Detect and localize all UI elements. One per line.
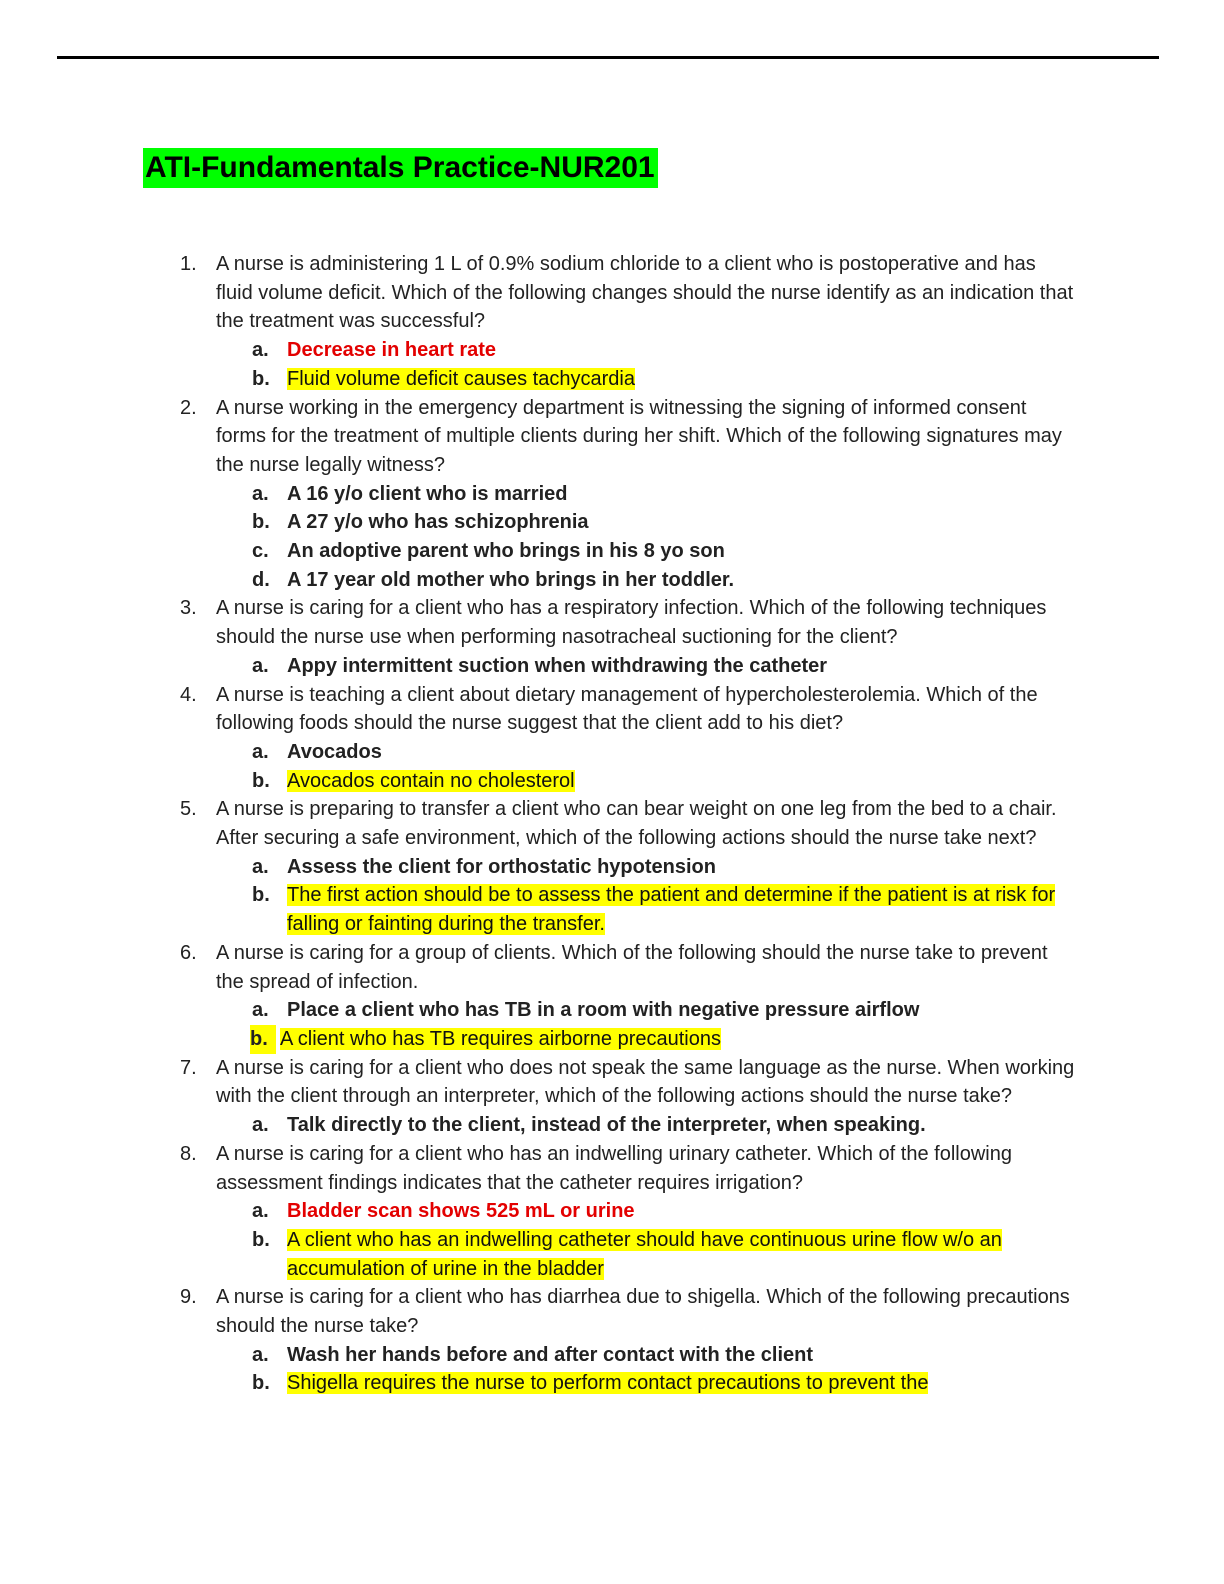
answer-option — [216, 767, 1076, 796]
question-number: 8. — [180, 1142, 197, 1165]
option-letter: b. — [252, 367, 270, 390]
option-letter: a. — [252, 1200, 269, 1223]
answer-option — [216, 537, 1076, 566]
question-number: 1. — [180, 253, 197, 275]
answer-option — [216, 652, 1076, 681]
option-letter: d. — [252, 568, 270, 591]
question-text: A nurse working in the emergency department is witnessing the signing of informed consent forms for the treatment of multiple clients during her shift. Which of the following signatures may the nurse legally witness? — [216, 396, 1062, 476]
question-text: A nurse is caring for a client who has diarrhea due to shigella. Which of the following precautions should the nurse take? — [216, 1286, 1070, 1338]
question-item — [0, 1283, 1076, 1398]
question-item — [0, 681, 1076, 796]
question-number: 2. — [180, 396, 197, 419]
option-text: A client who has an indwelling catheter should have continuous urine flow w/o an accumulation of urine in the bladder — [287, 1228, 1002, 1280]
option-letter: b. — [252, 769, 270, 792]
option-text: An adoptive parent who brings in his 8 yo son — [287, 540, 725, 563]
option-text: Talk directly to the client, instead of the interpreter, when speaking. — [287, 1114, 926, 1137]
question-text: A nurse is administering 1 L of 0.9% sodium chloride to a client who is postoperative and has fluid volume deficit. Which of the following changes should the nurse identify as an indication that the treatment was successful? — [216, 253, 1074, 333]
question-text: A nurse is caring for a client who has a respiratory infection. Which of the following techniques should the nurse use when performing nasotracheal suctioning for the client? — [216, 597, 1047, 649]
option-text: A 27 y/o who has schizophrenia — [287, 511, 589, 534]
answer-option — [216, 1197, 1076, 1226]
option-letter: b. — [252, 884, 270, 907]
option-letter: a. — [252, 999, 269, 1022]
answer-option — [216, 365, 1076, 394]
question-text: A nurse is caring for a client who does not speak the same language as the nurse. When working with the client through an interpreter, which of the following actions should the nurse take? — [216, 1056, 1075, 1108]
answer-option — [216, 738, 1076, 767]
answer-option — [216, 480, 1076, 509]
answer-option — [216, 508, 1076, 537]
answer-option — [216, 1369, 1076, 1398]
option-letter: b. — [252, 1372, 270, 1395]
option-text: Avocados — [287, 740, 382, 763]
question-item — [0, 795, 1076, 939]
question-number: 6. — [180, 941, 197, 964]
option-text: Assess the client for orthostatic hypotension — [287, 855, 716, 878]
option-text: Fluid volume deficit causes tachycardia — [287, 367, 635, 390]
top-rule — [57, 56, 1159, 59]
answer-option — [216, 996, 1076, 1025]
option-text: Place a client who has TB in a room with negative pressure airflow — [287, 999, 920, 1022]
question-text: A nurse is caring for a client who has an indwelling urinary catheter. Which of the following assessment findings indicates that the catheter requires irrigation? — [216, 1142, 1012, 1194]
option-letter: c. — [252, 540, 269, 563]
option-text: Wash her hands before and after contact with the client — [287, 1343, 814, 1366]
option-text: Appy intermittent suction when withdrawing the catheter — [287, 654, 828, 677]
answer-option — [216, 853, 1076, 882]
question-list — [0, 250, 1224, 1398]
question-text: A nurse is caring for a group of clients. Which of the following should the nurse take to prevent the spread of infection. — [216, 941, 1048, 993]
question-text: A nurse is teaching a client about dietary management of hypercholesterolemia. Which of the following foods should the nurse suggest that the client add to his diet? — [216, 683, 1038, 735]
option-text: The first action should be to assess the patient and determine if the patient is at risk for falling or fainting during the transfer. — [287, 884, 1056, 936]
option-letter: a. — [252, 654, 269, 677]
question-number: 3. — [180, 597, 197, 620]
option-letter: a. — [252, 482, 269, 505]
option-letter: a. — [252, 1114, 269, 1137]
option-letter: a. — [252, 740, 269, 763]
question-number: 9. — [180, 1286, 197, 1309]
question-item — [0, 594, 1076, 680]
question-item — [0, 1054, 1076, 1140]
option-letter: a. — [252, 1343, 269, 1366]
option-letter: a. — [252, 855, 269, 878]
answer-option — [216, 1111, 1076, 1140]
answer-option — [216, 336, 1076, 365]
option-text: A client who has TB requires airborne precautions — [280, 1027, 721, 1050]
option-letter: b. — [250, 1025, 276, 1054]
document-title: ATI-Fundamentals Practice-NUR201 — [143, 148, 658, 188]
option-text: Shigella requires the nurse to perform contact precautions to prevent the — [287, 1372, 929, 1395]
question-item — [0, 250, 1076, 394]
answer-option — [216, 1226, 1076, 1283]
question-item — [0, 939, 1076, 1054]
question-number: 4. — [180, 683, 197, 706]
option-text: Avocados contain no cholesterol — [287, 769, 575, 792]
answer-option — [216, 881, 1076, 938]
option-text: Bladder scan shows 525 mL or urine — [287, 1200, 635, 1223]
answer-option — [216, 1341, 1076, 1370]
question-number: 7. — [180, 1056, 197, 1079]
question-text: A nurse is preparing to transfer a client who can bear weight on one leg from the bed to a chair. After securing a safe environment, which of the following actions should the nurse take next? — [216, 798, 1057, 850]
option-letter: b. — [252, 511, 270, 534]
question-item — [0, 394, 1076, 595]
option-letter: a. — [252, 339, 269, 362]
answer-option — [216, 566, 1076, 595]
option-text: Decrease in heart rate — [287, 339, 497, 362]
option-letter: b. — [252, 1228, 270, 1251]
option-text: A 17 year old mother who brings in her toddler. — [287, 568, 735, 591]
question-item — [0, 1140, 1076, 1284]
option-text: A 16 y/o client who is married — [287, 482, 568, 505]
answer-option — [216, 1025, 1076, 1054]
question-number: 5. — [180, 798, 197, 821]
